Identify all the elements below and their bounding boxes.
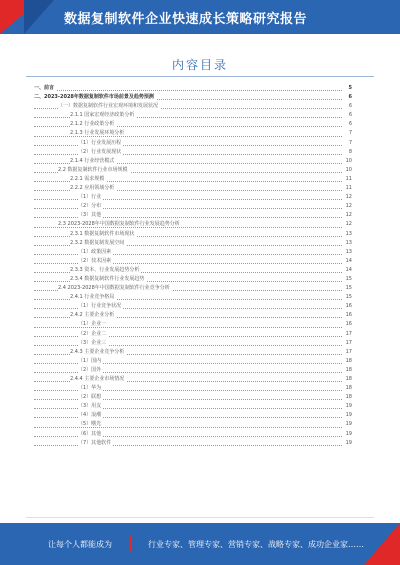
toc-entry-page: 12: [344, 211, 352, 220]
toc-entry-label: （1）行业: [78, 194, 102, 201]
toc-entry[interactable]: [34, 411, 352, 420]
toc-entry-page: 8: [347, 148, 352, 157]
toc-entry-label: 2.3.4 数据复制软件行业发展趋势: [70, 275, 145, 282]
toc-entry-label: 2.1.1 国家宏观经济政策分析: [70, 112, 135, 119]
toc-entry[interactable]: [34, 166, 352, 175]
toc-entry[interactable]: [34, 202, 352, 211]
toc-entry-label: （1）企业一: [78, 321, 107, 328]
footer-red-accent: [364, 523, 400, 565]
toc-entry[interactable]: [34, 139, 352, 148]
toc-entry-label: （3）用友: [78, 403, 102, 410]
table-of-contents: [34, 84, 352, 448]
toc-entry-label: （6）其他: [78, 430, 102, 437]
toc-entry-label: （2）行业发展现状: [78, 148, 122, 155]
toc-entry[interactable]: [34, 102, 352, 111]
toc-entry-label: 二、2023-2028年数据复制软件市场前景及趋势预测: [34, 94, 154, 101]
toc-entry-page: 15: [344, 284, 352, 293]
toc-entry[interactable]: [34, 120, 352, 129]
footer-slogan-right: 行业专家、管理专家、营销专家、战略专家、成功企业家……: [148, 540, 364, 549]
toc-entry-page: 17: [344, 339, 352, 348]
toc-entry-label: （1）行业发展历程: [78, 139, 122, 146]
toc-entry-page: 15: [344, 293, 352, 302]
toc-entry-label: （1）政策因素: [78, 248, 112, 255]
footer-divider: [26, 517, 374, 518]
toc-entry-page: 5: [347, 84, 352, 93]
toc-entry[interactable]: [34, 348, 352, 357]
toc-entry-page: 15: [344, 275, 352, 284]
toc-entry-page: 14: [344, 257, 352, 266]
toc-entry-page: 6: [347, 111, 352, 120]
toc-entry[interactable]: [34, 320, 352, 329]
toc-entry[interactable]: [34, 275, 352, 284]
toc-entry-label: 2.4.2 主要企业分析: [70, 312, 115, 319]
toc-entry-page: 13: [344, 230, 352, 239]
toc-entry-page: 13: [344, 239, 352, 248]
toc-entry-page: 6: [347, 93, 352, 102]
toc-entry-page: 19: [344, 439, 352, 448]
toc-entry-page: 16: [344, 311, 352, 320]
toc-entry-page: 17: [344, 348, 352, 357]
toc-entry[interactable]: [34, 366, 352, 375]
toc-entry-page: 16: [344, 320, 352, 329]
toc-entry[interactable]: [34, 248, 352, 257]
toc-entry-label: 2.2.1 需求规模: [70, 175, 105, 182]
toc-entry-label: （2）联想: [78, 394, 102, 401]
toc-entry[interactable]: [34, 257, 352, 266]
toc-entry-label: 2.2.2 应用领域分析: [70, 185, 115, 192]
page-header: [0, 0, 400, 34]
toc-entry-page: 14: [344, 266, 352, 275]
toc-entry-label: （1）国内: [78, 357, 102, 364]
toc-entry-page: 19: [344, 411, 352, 420]
toc-entry-label: （一）数据复制软件行业宏观环境和发展状况: [58, 103, 159, 110]
toc-leader-dots: [34, 90, 342, 91]
toc-entry-page: 11: [344, 184, 352, 193]
toc-entry[interactable]: [34, 439, 352, 448]
toc-entry-page: 12: [344, 193, 352, 202]
toc-entry[interactable]: [34, 375, 352, 384]
toc-entry-label: （2）技术因素: [78, 257, 112, 264]
toc-entry[interactable]: [34, 211, 352, 220]
toc-entry-label: （4）浪潮: [78, 412, 102, 419]
toc-title: 内容目录: [171, 58, 228, 72]
toc-entry-page: 18: [344, 384, 352, 393]
toc-entry-page: 7: [347, 139, 352, 148]
toc-entry-label: （3）其他: [78, 212, 102, 219]
page-footer: [0, 523, 400, 565]
toc-entry-label: （7）其他软件: [78, 439, 112, 446]
toc-entry[interactable]: [34, 239, 352, 248]
toc-entry-label: 2.1.3 行业发展环境分析: [70, 130, 125, 137]
toc-entry[interactable]: [34, 311, 352, 320]
toc-entry-label: 2.4 2023-2028年中国数据复制软件行业竞争分析: [58, 285, 170, 292]
toc-entry-label: （5）曙光: [78, 421, 102, 428]
toc-entry-page: 12: [344, 202, 352, 211]
toc-entry[interactable]: [34, 293, 352, 302]
toc-entry-label: 2.3.1 数据复制软件市场现状: [70, 230, 135, 237]
toc-entry-page: 7: [347, 129, 352, 138]
toc-entry-label: （2）分布: [78, 203, 102, 210]
toc-entry[interactable]: [34, 193, 352, 202]
toc-entry-label: 2.4.4 主要企业市场情况: [70, 376, 125, 382]
toc-entry[interactable]: [34, 393, 352, 402]
toc-divider: [26, 76, 374, 77]
footer-separator: [130, 536, 132, 552]
toc-entry-page: 13: [344, 248, 352, 257]
toc-entry[interactable]: [34, 302, 352, 311]
toc-entry-label: 2.1.2 行业政策分析: [70, 121, 115, 128]
toc-entry-page: 11: [344, 175, 352, 184]
toc-entry-page: 19: [344, 402, 352, 411]
toc-entry-label: 2.3.2 数据复制发展空间: [70, 239, 125, 246]
toc-entry-page: 12: [344, 220, 352, 229]
toc-entry-label: （2）国外: [78, 366, 102, 373]
toc-entry-page: 10: [344, 166, 352, 175]
toc-entry-page: 18: [344, 366, 352, 375]
toc-entry[interactable]: [34, 230, 352, 239]
toc-entry[interactable]: [34, 266, 352, 275]
header-dark-accent: [24, 0, 54, 34]
toc-entry-label: 2.4.1 行业竞争格局: [70, 294, 115, 301]
toc-entry-page: 18: [344, 357, 352, 366]
toc-entry[interactable]: [34, 384, 352, 393]
toc-entry-page: 18: [344, 393, 352, 402]
toc-entry-label: 2.2 数据复制软件行业市场规模: [58, 166, 128, 173]
toc-entry-label: 2.3 2023-2028年中国数据复制软件行业发展趋势分析: [58, 221, 180, 228]
toc-entry-label: （1）华为: [78, 385, 102, 392]
footer-slogan-left: 让每个人都能成为: [48, 540, 112, 549]
toc-entry-label: 2.1.4 行业经营模式: [70, 157, 115, 164]
toc-entry-label: （2）企业二: [78, 330, 107, 337]
toc-entry[interactable]: [34, 184, 352, 193]
toc-entry-page: 18: [344, 375, 352, 384]
toc-entry-label: 一、前言: [34, 85, 55, 91]
toc-entry[interactable]: [34, 84, 352, 93]
toc-entry-page: 6: [347, 120, 352, 129]
toc-entry[interactable]: [34, 148, 352, 157]
toc-entry-label: 2.4.3 主要企业竞争分析: [70, 348, 125, 355]
toc-entry[interactable]: [34, 175, 352, 184]
toc-entry-label: （3）企业三: [78, 339, 107, 346]
toc-entry[interactable]: [34, 330, 352, 339]
toc-entry-page: 17: [344, 330, 352, 339]
toc-entry-label: （1）行业竞争状况: [78, 303, 122, 310]
toc-entry-label: 2.3.3 资本、行业发展趋势分析: [70, 266, 140, 273]
toc-entry[interactable]: [34, 93, 352, 102]
toc-entry[interactable]: [34, 357, 352, 366]
toc-entry[interactable]: [34, 420, 352, 429]
toc-entry[interactable]: [34, 284, 352, 293]
toc-entry-page: 10: [344, 157, 352, 166]
toc-entry[interactable]: [34, 402, 352, 411]
toc-entry-page: 19: [344, 430, 352, 439]
toc-entry[interactable]: [34, 430, 352, 439]
toc-entry-page: 6: [347, 102, 352, 111]
report-title: 数据复制软件企业快速成长策略研究报告: [64, 12, 308, 27]
toc-entry[interactable]: [34, 129, 352, 138]
toc-entry[interactable]: [34, 157, 352, 166]
toc-entry-page: 19: [344, 420, 352, 429]
toc-entry[interactable]: [34, 111, 352, 120]
toc-entry-page: 16: [344, 302, 352, 311]
toc-entry[interactable]: [34, 339, 352, 348]
toc-entry[interactable]: [34, 220, 352, 229]
